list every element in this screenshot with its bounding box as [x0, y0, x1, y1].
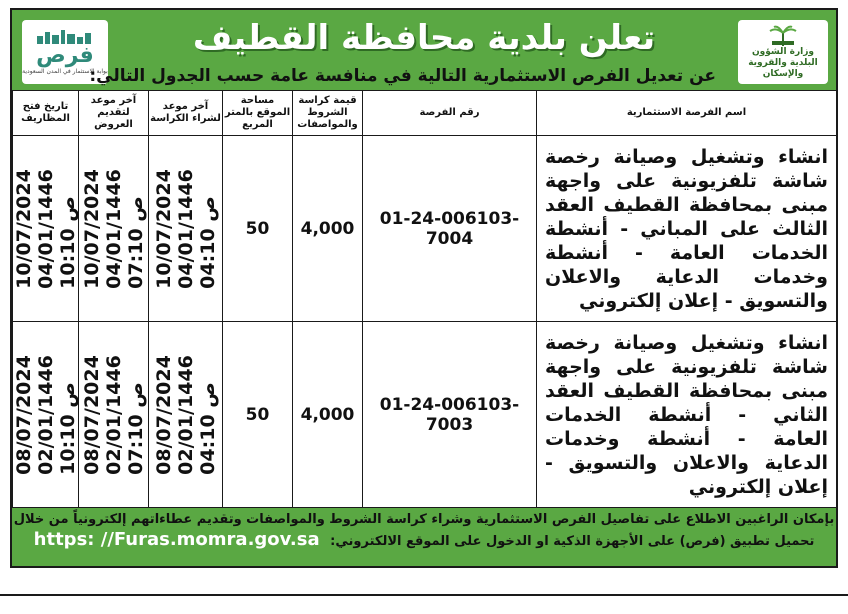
- opening-time: 10:10 ص: [56, 195, 79, 289]
- booklet-price: 4,000: [293, 322, 363, 508]
- purchase-hijri: 02/01/1446: [174, 354, 197, 475]
- purchase-date-cell: [149, 136, 223, 322]
- purchase-date: 10/07/2024: [152, 168, 175, 289]
- opening-hijri: 04/01/1446: [34, 168, 57, 289]
- table-header-row: [13, 91, 837, 136]
- header-envelope-opening: تاريخ فتح المظاريف: [13, 91, 79, 136]
- submission-date: 08/07/2024: [80, 354, 103, 475]
- palm-emblem-icon: [768, 25, 798, 47]
- announcement-header: [12, 10, 836, 90]
- opportunity-name: انشاء وتشغيل وصيانة رخصة شاشة تلفزيونية على واجهة مبنى بمحافظة القطيف العقد الثالث على المباني - أنشطة الخدمات العامة - أنشطة وخدمات الدعاية والاعلان والتسويق - إعلان إلكتروني: [537, 136, 837, 322]
- opportunity-name: انشاء وتشغيل وصيانة رخصة شاشة تلفزيونية على واجهة مبنى بمحافظة القطيف العقد الثاني - أنشطة الخدمات العامة - أنشطة وخدمات الدعاية والاعلان والتسويق - إعلان إلكتروني: [537, 322, 837, 508]
- opening-hijri: 02/01/1446: [34, 354, 57, 475]
- purchase-hijri: 04/01/1446: [174, 168, 197, 289]
- header-last-purchase: آخر موعد لشراء الكراسة: [149, 91, 223, 136]
- footer-line-2-text: تحميل تطبيق (فرص) على الأجهزة الذكية او الدخول على الموقع الالكتروني:: [330, 534, 815, 549]
- opening-date-cell: [13, 322, 79, 508]
- purchase-date-cell: [149, 322, 223, 508]
- submission-time: 07:10 ص: [124, 195, 147, 289]
- opening-time: 10:10 ص: [56, 381, 79, 475]
- header-booklet-price: قيمة كراسة الشروط والمواصفات: [293, 91, 363, 136]
- opening-date: 08/07/2024: [12, 354, 35, 475]
- page-divider: [0, 594, 848, 596]
- submission-date-cell: [79, 322, 149, 508]
- header-last-submission: آخر موعد لتقديم العروض: [79, 91, 149, 136]
- page-title: تعلن بلدية محافظة القطيف: [192, 18, 656, 58]
- header-opportunity-number: رقم الفرصة: [363, 91, 537, 136]
- site-area: 50: [223, 322, 293, 508]
- purchase-time: 04:10 ص: [196, 195, 219, 289]
- submission-hijri: 02/01/1446: [102, 354, 125, 475]
- submission-date-cell: [79, 136, 149, 322]
- furas-logo-word: فرص: [36, 42, 94, 68]
- announcement-frame: [10, 8, 838, 568]
- footer-line-1: بإمكان الراغبين الاطلاع على تفاصيل الفرص الاستثمارية وشراء كراسة الشروط والمواصفات وتقديم عطاءاتهم إلكترونياً من خلال: [13, 512, 835, 527]
- table-row: [13, 322, 837, 508]
- footer-line-2: [12, 529, 836, 550]
- opening-date: 10/07/2024: [12, 168, 35, 289]
- skyline-icon: [35, 30, 95, 44]
- opening-date-cell: [13, 136, 79, 322]
- site-area: 50: [223, 136, 293, 322]
- submission-time: 07:10 ص: [124, 381, 147, 475]
- opportunities-table: [12, 90, 837, 508]
- page-subtitle: عن تعديل الفرص الاستثمارية التالية في منافسة عامة حسب الجدول التالي:: [89, 66, 716, 86]
- opportunity-number: 01-24-006103-7004: [363, 136, 537, 322]
- submission-date: 10/07/2024: [80, 168, 103, 289]
- header-site-area: مساحة الموقع بالمتر المربع: [223, 91, 293, 136]
- purchase-date: 08/07/2024: [152, 354, 175, 475]
- furas-logo-tagline: بوابة الاستثمار في المدن السعودية: [22, 67, 108, 75]
- ministry-logo: [738, 20, 828, 84]
- furas-website-link[interactable]: https: //Furas.momra.gov.sa: [33, 529, 320, 550]
- header-opportunity-name: اسم الفرصة الاستثمارية: [537, 91, 837, 136]
- purchase-time: 04:10 ص: [196, 381, 219, 475]
- table-row: [13, 136, 837, 322]
- ministry-logo-text: وزارة الشؤون البلدية والقروية والإسكان: [748, 46, 818, 79]
- announcement-footer: [12, 508, 836, 566]
- booklet-price: 4,000: [293, 136, 363, 322]
- submission-hijri: 04/01/1446: [102, 168, 125, 289]
- opportunity-number: 01-24-006103-7003: [363, 322, 537, 508]
